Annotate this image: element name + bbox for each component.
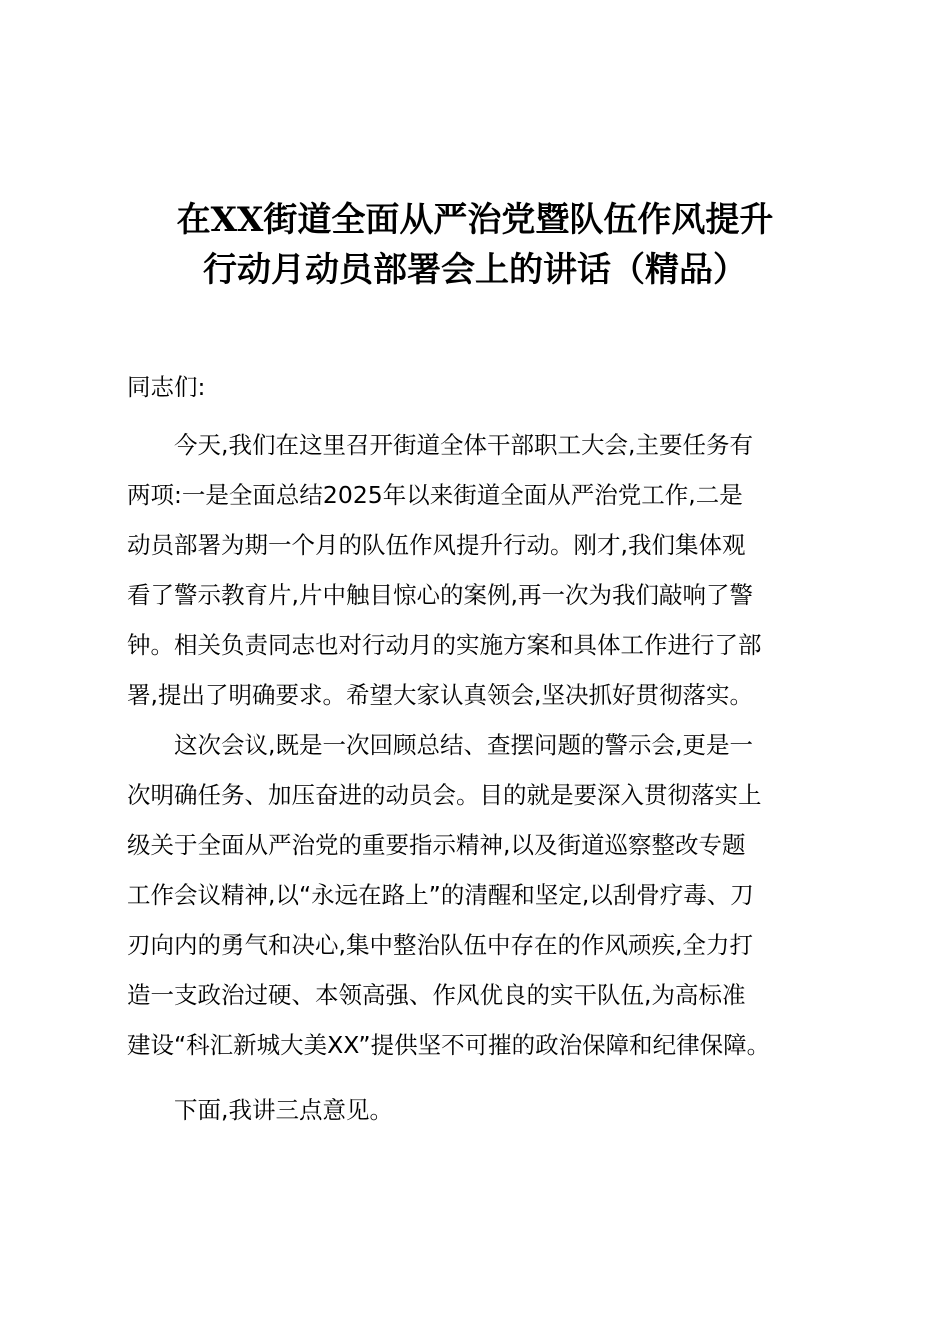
paragraph-3 <box>127 1085 827 1135</box>
title-line: 行动月动员部署会上的讲话（精品） <box>203 250 747 290</box>
paragraph-1 <box>127 420 827 720</box>
paragraph-line: 署,提出了明确要求。希望大家认真领会,坚决抓好贯彻落实。 <box>127 681 753 709</box>
paragraph-line: 刃向内的勇气和决心,集中整治队伍中存在的作风顽疾,全力打 <box>127 931 753 959</box>
greeting-text: 同志们: <box>127 373 206 401</box>
document-title <box>0 195 950 295</box>
paragraph-line: 下面,我讲三点意见。 <box>174 1096 393 1124</box>
paragraph-line: 钟。相关负责同志也对行动月的实施方案和具体工作进行了部 <box>127 631 762 659</box>
paragraph-line: 工作会议精神,以“永远在路上”的清醒和坚定,以刮骨疗毒、刀 <box>127 881 754 909</box>
paragraph-2 <box>127 720 827 1070</box>
paragraph-line: 看了警示教育片,片中触目惊心的案例,再一次为我们敲响了警 <box>127 581 753 609</box>
paragraph-line: 级关于全面从严治党的重要指示精神,以及街道巡察整改专题 <box>127 831 746 859</box>
paragraph-line: 造一支政治过硬、本领高强、作风优良的实干队伍,为高标准 <box>127 981 746 1009</box>
paragraph-line: 两项:一是全面总结2025年以来街道全面从严治党工作,二是 <box>127 481 743 509</box>
paragraph-line: 建设“科汇新城大美XX”提供坚不可摧的政治保障和纪律保障。 <box>127 1031 771 1059</box>
title-line: 在XX街道全面从严治党暨队伍作风提升 <box>176 200 774 240</box>
paragraph-line: 这次会议,既是一次回顾总结、查摆问题的警示会,更是一 <box>174 731 753 759</box>
paragraph-line: 动员部署为期一个月的队伍作风提升行动。刚才,我们集体观 <box>127 531 746 559</box>
paragraph-line: 今天,我们在这里召开街道全体干部职工大会,主要任务有 <box>174 431 753 459</box>
paragraph-line: 次明确任务、加压奋进的动员会。目的就是要深入贯彻落实上 <box>127 781 762 809</box>
greeting <box>127 362 827 412</box>
